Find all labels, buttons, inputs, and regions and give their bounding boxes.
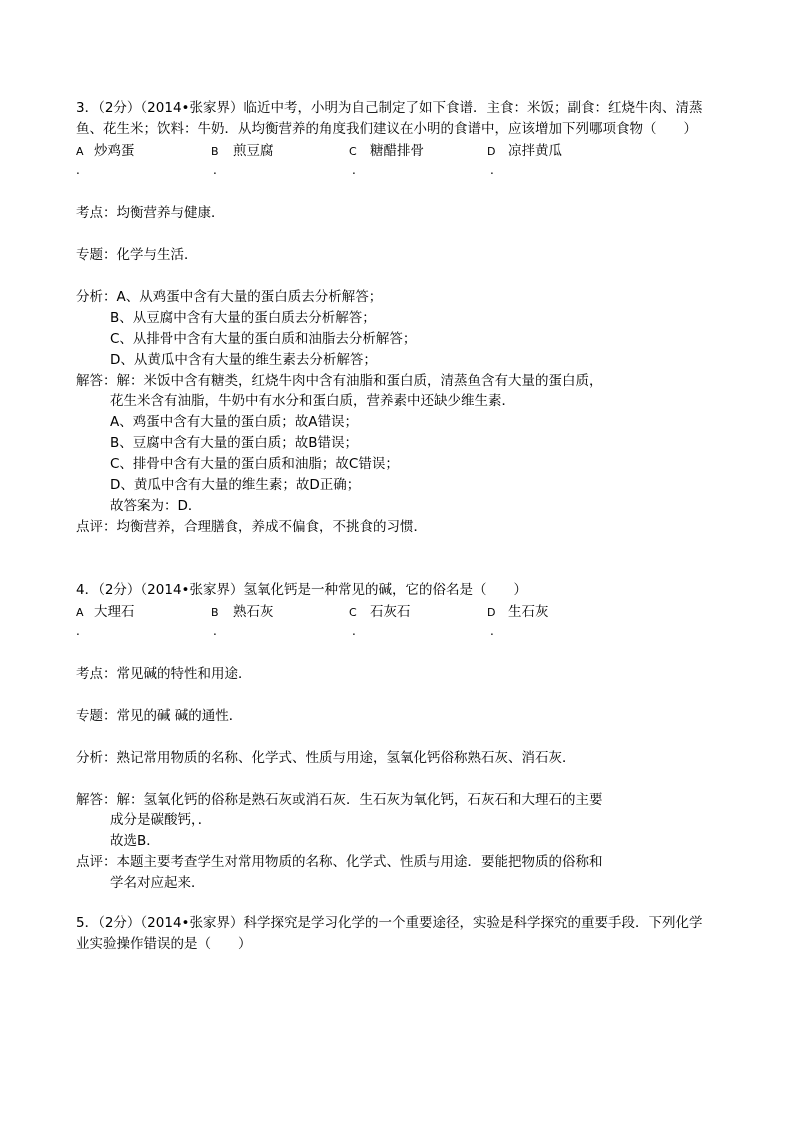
q4-stem: 4．（2分）（2014•张家界）氢氧化钙是一种常见的碱，它的俗名是（ ）: [76, 582, 527, 598]
q3-fenxi-line2: B、从豆腐中含有大量的蛋白质去分析解答；: [110, 310, 376, 326]
q3-jieda-line5: C、排骨中含有大量的蛋白质和油脂；故C错误；: [110, 456, 399, 472]
q3-fenxi-line3: C、从排骨中含有大量的蛋白质和油脂去分析解答；: [110, 331, 417, 347]
q4-option-d-dot: .: [490, 624, 494, 638]
q3-fenxi-line4: D、从黄瓜中含有大量的维生素去分析解答；: [110, 352, 377, 368]
q3-option-c-dot: .: [352, 163, 356, 177]
q4-zhuanti: 专题：常见的碱 碱的通性．: [76, 708, 243, 724]
q4-dianping-line1: 点评：本题主要考查学生对常用物质的名称、化学式、性质与用途．要能把物质的俗称和: [76, 854, 603, 870]
q3-option-d-dot: .: [490, 163, 494, 177]
q4-option-c-text: 石灰石: [370, 604, 411, 620]
q3-option-d-text: 凉拌黄瓜: [508, 143, 562, 159]
q3-stem-line1: 3．（2分）（2014•张家界）临近中考，小明为自己制定了如下食谱．主食：米饭；副食：红烧牛肉、清蒸: [76, 100, 703, 116]
q3-jieda-line2: 花生米含有油脂，牛奶中有水分和蛋白质，营养素中还缺少维生素．: [110, 393, 515, 409]
q4-fenxi: 分析：熟记常用物质的名称、化学式、性质与用途，氢氧化钙俗称熟石灰、消石灰．: [76, 750, 576, 766]
q3-jieda-line6: D、黄瓜中含有大量的维生素；故D正确；: [110, 477, 361, 493]
q4-option-c-letter: C: [349, 606, 357, 619]
q4-option-b-text: 熟石灰: [233, 604, 274, 620]
q3-option-a-text: 炒鸡蛋: [94, 143, 135, 159]
q3-option-b-text: 煎豆腐: [233, 143, 274, 159]
q4-jieda-line3: 故选B．: [110, 833, 160, 849]
q4-jieda-line1: 解答：解：氢氧化钙的俗称是熟石灰或消石灰．生石灰为氧化钙，石灰石和大理石的主要: [76, 792, 603, 808]
q3-jieda-line4: B、豆腐中含有大量的蛋白质；故B错误；: [110, 435, 359, 451]
q4-option-b-dot: .: [213, 624, 217, 638]
q4-dianping-line2: 学名对应起来．: [110, 875, 205, 891]
q4-option-a-dot: .: [76, 624, 80, 638]
q4-option-a-letter: A: [76, 606, 84, 619]
q3-stem-line2: 鱼、花生米；饮料：牛奶．从均衡营养的角度我们建议在小明的食谱中，应该增加下列哪项食物（ ）: [76, 121, 697, 137]
q4-option-d-text: 生石灰: [508, 604, 549, 620]
q5-stem-line1: 5．（2分）（2014•张家界）科学探究是学习化学的一个重要途径，实验是科学探究的重要手段．下列化学: [76, 915, 703, 931]
q4-option-a-text: 大理石: [94, 604, 135, 620]
q4-option-c-dot: .: [352, 624, 356, 638]
q3-fenxi-line1: 分析：A、从鸡蛋中含有大量的蛋白质去分析解答；: [76, 289, 383, 305]
q3-option-b-letter: B: [211, 145, 219, 158]
q3-dianping: 点评：均衡营养，合理膳食，养成不偏食，不挑食的习惯．: [76, 519, 427, 535]
q3-jieda-line1: 解答：解：米饭中含有糖类，红烧牛肉中含有油脂和蛋白质，清蒸鱼含有大量的蛋白质，: [76, 373, 603, 389]
q5-stem-line2: 业实验操作错误的是（ ）: [76, 936, 252, 952]
q4-kaodian: 考点：常见碱的特性和用途．: [76, 666, 252, 682]
q3-zhuanti: 专题：化学与生活．: [76, 247, 198, 263]
q4-jieda-line2: 成分是碳酸钙，．: [110, 812, 212, 828]
q3-jieda-line3: A、鸡蛋中含有大量的蛋白质；故A错误；: [110, 414, 358, 430]
q3-option-c-text: 糖醋排骨: [370, 143, 424, 159]
q3-option-b-dot: .: [213, 163, 217, 177]
q3-option-a-dot: .: [76, 163, 80, 177]
q3-kaodian: 考点：均衡营养与健康．: [76, 205, 225, 221]
q3-jieda-line7: 故答案为：D．: [110, 498, 202, 514]
q3-option-c-letter: C: [349, 145, 357, 158]
q4-option-d-letter: D: [487, 606, 496, 619]
q4-option-b-letter: B: [211, 606, 219, 619]
q3-option-d-letter: D: [487, 145, 496, 158]
q3-option-a-letter: A: [76, 145, 84, 158]
